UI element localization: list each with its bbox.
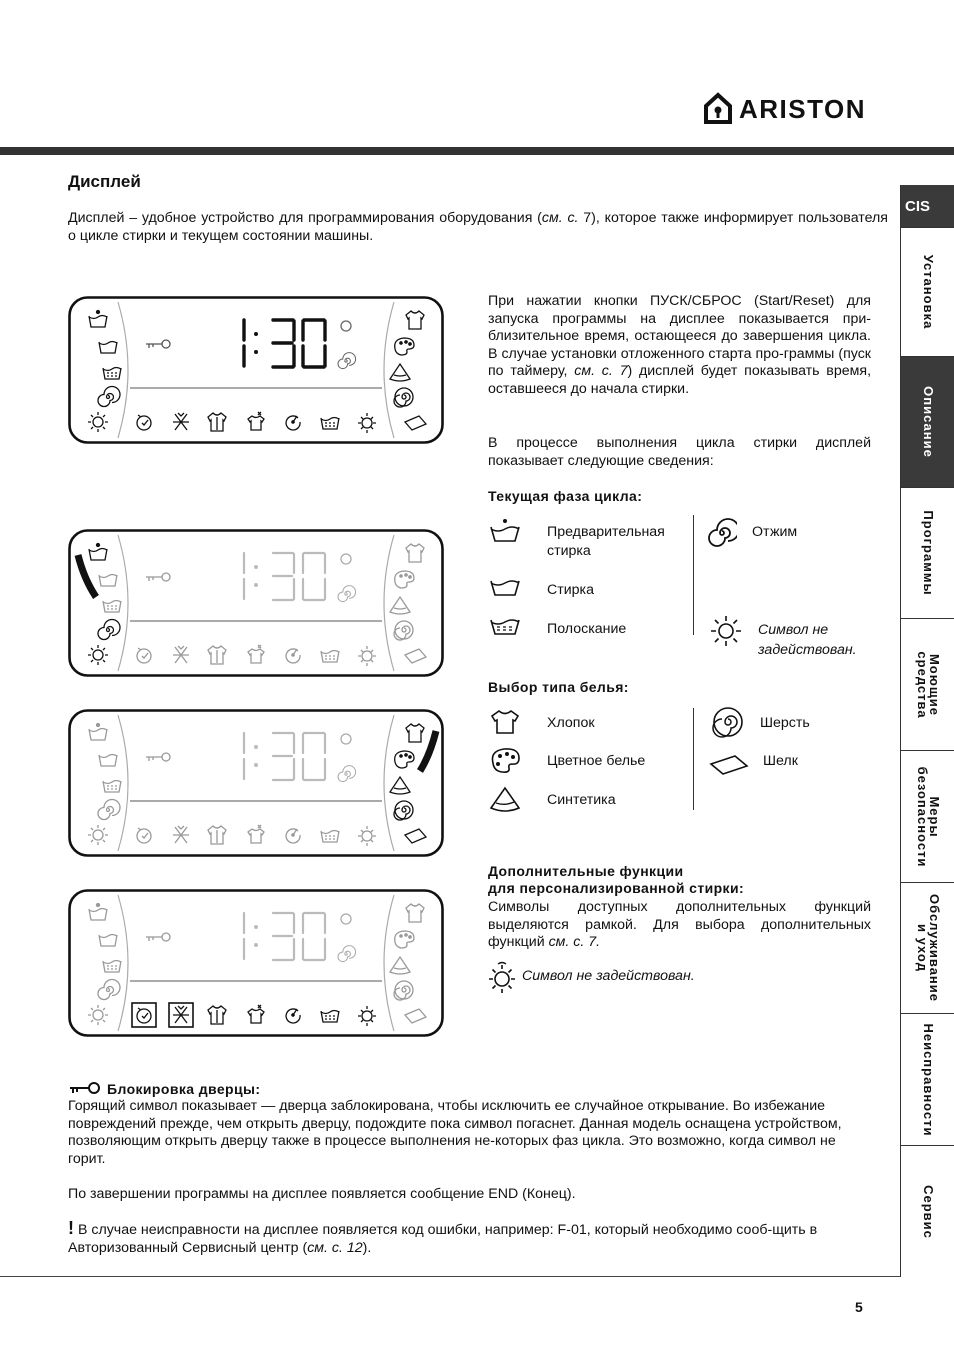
cotton-icon [488,708,522,736]
sun-icon [709,614,743,648]
warning-mark: ! [68,1218,74,1238]
colon-dot-top [254,565,258,569]
display-frame [70,891,443,1036]
sidebar-item-safety[interactable]: Меры безопасности [901,751,954,883]
display-frame [70,711,443,856]
lock-paragraph: Горящий символ показывает — дверца заблокирована, чтобы исключить ее случайное открывание. Во избежание повреждений прежде, чем открыть дверцу, подождите пока символ погаснет. Данная модель оснащена устройством, позволяющим открыть дверцу также в процессе выполнения не-которых фаз цикла. Это возможно, когда символ не горит. [68,1098,842,1167]
extra-unused-note: Символ не задействован. [522,968,695,984]
display-svg [68,296,444,444]
colon-dot-top [254,332,258,336]
extra-paragraph: Символы доступных дополнительных функций выделяются рамкой. Для выбора дополнительных функций см. с. 7. [488,899,871,951]
section-sidebar [900,185,954,1277]
colon-dot-bottom [254,350,258,354]
key-icon [68,1081,102,1095]
display-svg [68,889,444,1037]
spin-icon [707,518,737,548]
display-panel-2 [68,529,444,677]
colon-dot-bottom [254,583,258,587]
legend-silk: Шелк [763,753,798,769]
legend-spin: Отжим [752,524,798,540]
page-number: 5 [855,1299,863,1315]
colon-dot-bottom [254,943,258,947]
sidebar-item-maintenance[interactable]: Обслуживание и уход [901,883,954,1014]
legend-wash: Стирка [547,582,594,598]
sidebar-item-troubleshooting[interactable]: Неисправности [901,1014,954,1146]
display-frame [70,531,443,676]
colon-dot-top [254,925,258,929]
page-title: Дисплей [68,172,141,191]
legend-synthetic: Синтетика [547,792,616,808]
silk-icon [709,752,749,778]
legend-colored: Цветное белье [547,753,646,769]
sidebar-item-programs[interactable]: Программы [901,488,954,619]
display-panel-3 [68,709,444,857]
legend-cotton: Хлопок [547,715,595,731]
phase-divider [693,515,694,635]
sidebar-item-description[interactable]: Описание [901,357,954,488]
prewash-icon [488,517,522,545]
extra-heading: Дополнительные функции для персонализированной стирки: [488,863,745,896]
display-panel-4 [68,889,444,1037]
wool-icon [711,705,745,739]
brand-logo [703,92,893,126]
error-paragraph: ! В случае неисправности на дисплее появляется код ошибки, например: F-01, который необходимо сооб-щить в Авторизованный Сервисный центр (см. с. 12). [68,1218,818,1256]
intro-paragraph: Дисплей – удобное устройство для программирования оборудования (см. с. 7), которое также информирует пользователя о цикле стирки и текущем состоянии машины. [68,210,888,244]
phase-unused-note: Символ не задействован. [758,622,857,658]
wash-icon [488,575,522,601]
colon-dot-bottom [254,763,258,767]
colon-dot-top [254,745,258,749]
phase-heading: Текущая фаза цикла: [488,488,643,504]
house-icon [703,92,733,124]
synthetic-icon [488,784,522,814]
sidebar-cis: CIS [901,185,954,228]
legend-wool: Шерсть [760,715,810,731]
legend-rinse: Полоскание [547,621,627,637]
sidebar-item-service[interactable]: Сервис [921,1184,936,1239]
brand-name: ARISTON [739,94,867,124]
laundry-divider [693,708,694,810]
display-panel-1 [68,296,444,444]
sidebar-item-detergents[interactable]: Моющие средства [901,619,954,751]
legend-prewash: Предварительная стирка [547,524,665,559]
rinse-icon [488,614,522,640]
sidebar-item-install[interactable]: Установка [901,228,954,357]
display-svg [68,529,444,677]
footer-divider [0,1276,900,1277]
colored-icon [488,745,522,775]
timer-sun-icon [488,961,516,993]
display-frame [70,298,443,443]
lock-heading: Блокировка дверцы: [107,1081,261,1097]
laundry-heading: Выбор типа белья: [488,679,629,695]
header-divider [0,147,954,155]
end-paragraph: По завершении программы на дисплее появляется сообщение END (Конец). [68,1186,576,1202]
start-reset-paragraph: При нажатии кнопки ПУСК/СБРОС (Start/Reset) для запуска программы на дисплее показывается при-близительное время, остающееся до завершения цикла. В случае установки отложенного старта про-граммы (пуск по таймеру, см. с. 7) дисплей будет показывать время, оставшееся до начала стирки. [488,293,872,397]
display-svg [68,709,444,857]
cycle-info-paragraph: В процессе выполнения цикла стирки дисплей показывает следующие сведения: [488,435,871,469]
